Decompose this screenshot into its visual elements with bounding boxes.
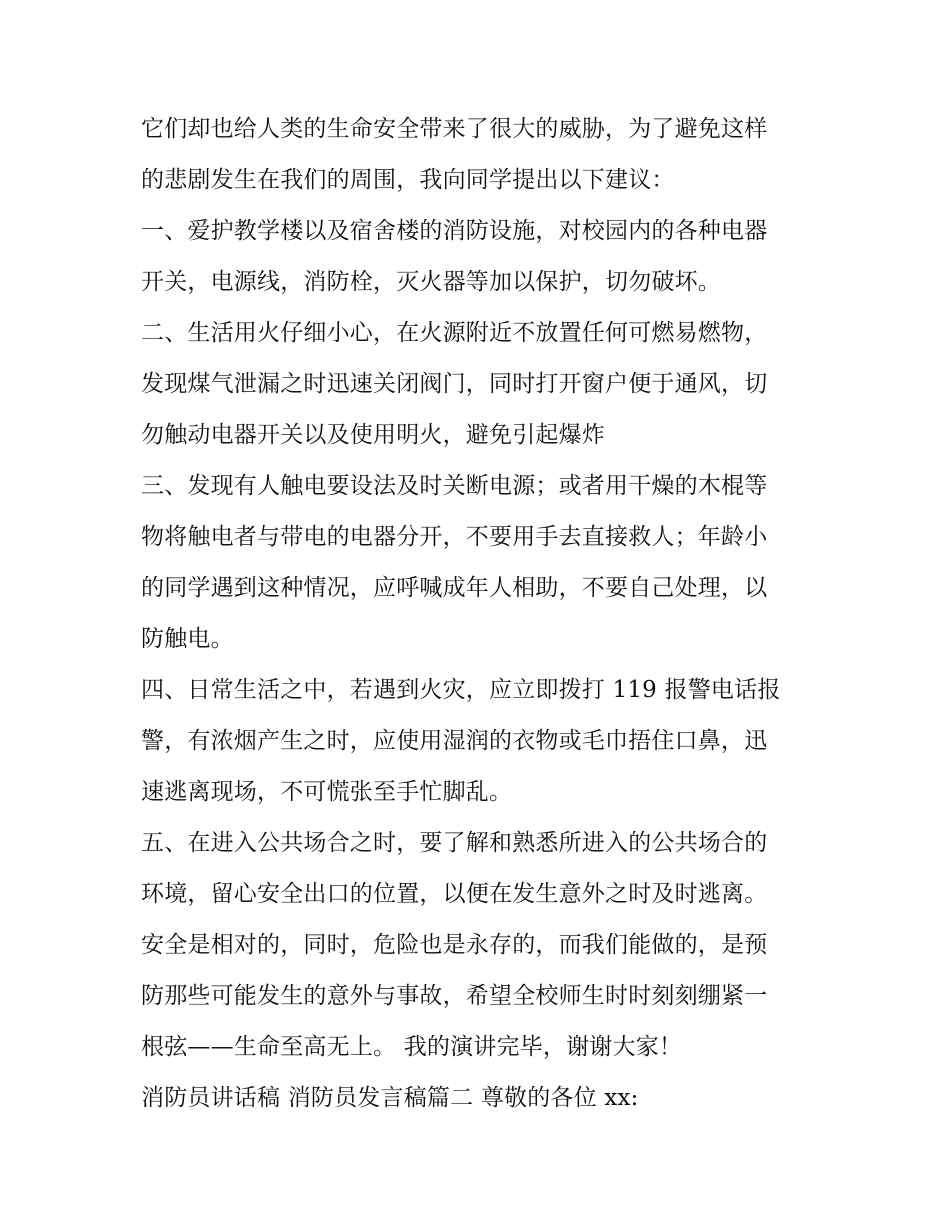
text-line: 二、生活用火仔细小心，在火源附近不放置任何可燃易燃物， xyxy=(141,320,768,346)
text-line: 警，有浓烟产生之时，应使用湿润的衣物或毛巾捂住口鼻，迅 xyxy=(141,728,768,754)
text-line: 它们却也给人类的生命安全带来了很大的威胁，为了避免这样 xyxy=(141,116,768,142)
text-line: 一、爱护教学楼以及宿舍楼的消防设施，对校园内的各种电器 xyxy=(141,218,768,244)
text-line: 物将触电者与带电的电器分开，不要用手去直接救人；年龄小 xyxy=(141,524,768,550)
text-line: 勿触动电器开关以及使用明火，避免引起爆炸 xyxy=(141,422,605,448)
text-line: 的同学遇到这种情况，应呼喊成年人相助，不要自己处理，以 xyxy=(141,575,768,601)
text-line: 防触电。 xyxy=(141,626,234,652)
text-line: 消防员讲话稿 消防员发言稿篇二 尊敬的各位 xx: xyxy=(141,1085,639,1111)
text-line: 三、发现有人触电要设法及时关断电源；或者用干燥的木棍等 xyxy=(141,473,768,499)
text-line: 的悲剧发生在我们的周围，我向同学提出以下建议： xyxy=(141,167,675,193)
text-line: 防那些可能发生的意外与事故，希望全校师生时时刻刻绷紧一 xyxy=(141,983,768,1009)
text-line: 安全是相对的，同时，危险也是永存的，而我们能做的，是预 xyxy=(141,932,768,958)
text-line: 四、日常生活之中，若遇到火灾，应立即拨打 119 报警电话报 xyxy=(141,677,781,703)
text-line: 环境，留心安全出口的位置，以便在发生意外之时及时逃离。 xyxy=(141,881,768,907)
text-line: 开关，电源线，消防栓，灭火器等加以保护，切勿破坏。 xyxy=(141,269,721,295)
document-body xyxy=(141,104,821,1124)
text-line: 五、在进入公共场合之时，要了解和熟悉所进入的公共场合的 xyxy=(141,830,768,856)
text-line: 根弦——生命至高无上。 我的演讲完毕，谢谢大家！ xyxy=(141,1034,683,1060)
text-line: 速逃离现场，不可慌张至手忙脚乱。 xyxy=(141,779,513,805)
text-line: 发现煤气泄漏之时迅速关闭阀门，同时打开窗户便于通风，切 xyxy=(141,371,768,397)
